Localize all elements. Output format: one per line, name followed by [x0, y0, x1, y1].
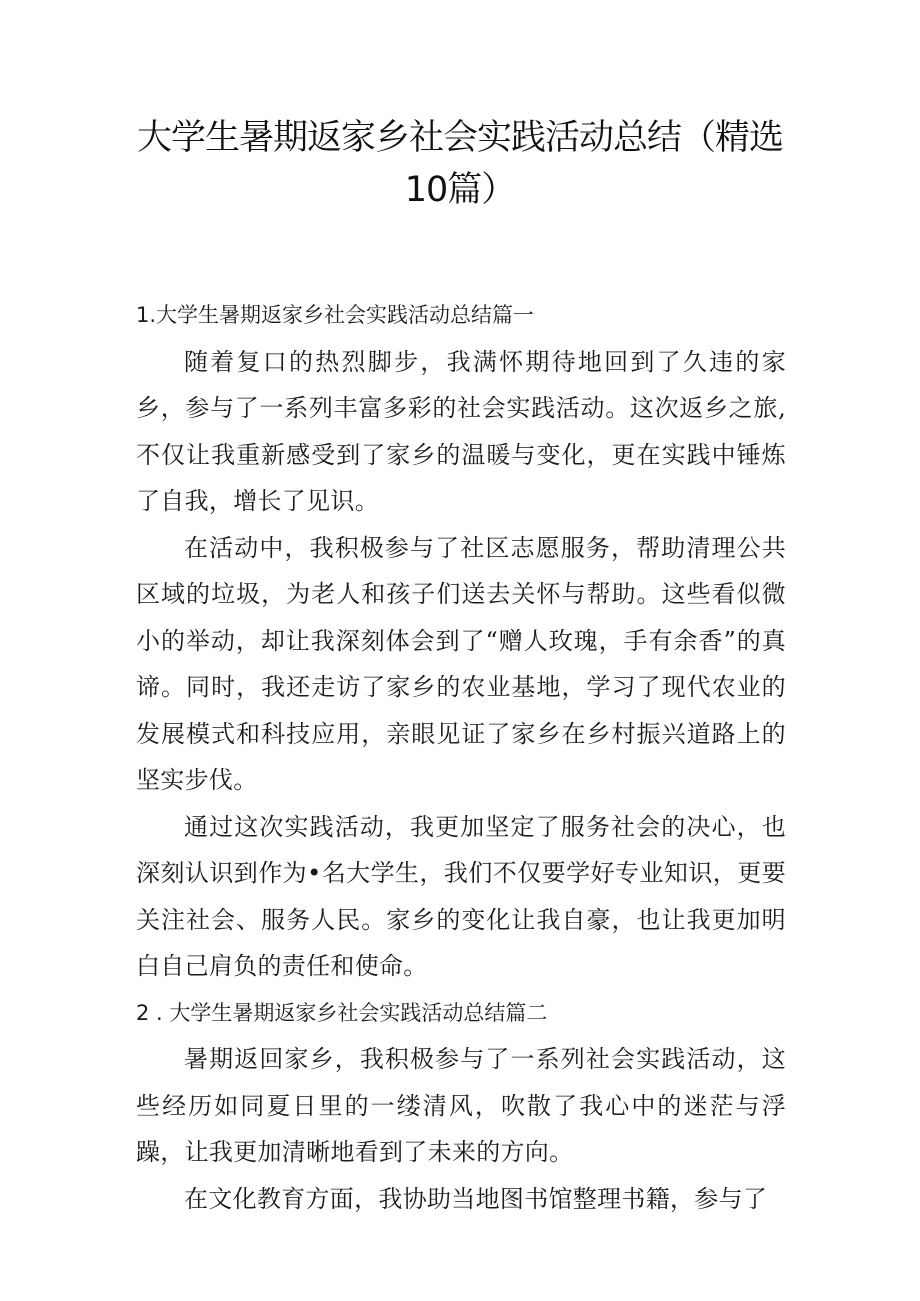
title-line-2: 10篇） [404, 170, 516, 210]
document-title [120, 112, 800, 216]
section-1-paragraph-1: 随着复口的热烈脚步，我满怀期待地回到了久违的家乡，参与了一系列丰富多彩的社会实践活动。这次返乡之旅,不仅让我重新感受到了家乡的温暖与变化，更在实践中锤炼了自我，增长了见识。 [136, 347, 786, 515]
document-body [136, 292, 786, 1222]
section-2-heading: 2 . 大学生暑期返家乡社会实践活动总结篇二 [136, 1000, 548, 1025]
title-line-1: 大学生暑期返家乡社会实践活动总结（精选 [136, 118, 783, 158]
section-2-paragraph-1: 暑期返回家乡，我积极参与了一系列社会实践活动，这些经历如同夏日里的一缕清风，吹散了我心中的迷茫与浮躁，让我更加清晰地看到了未来的方向。 [136, 1045, 786, 1166]
section-1-paragraph-2: 在活动中，我积极参与了社区志愿服务，帮助清理公共区域的垃圾，为老人和孩子们送去关怀与帮助。这些看似微小的举动，却让我深刻体会到了“赠人玫瑰，手有余香”的真谛。同时，我还走访了家乡的农业基地，学习了现代农业的发展模式和科技应用，亲眼见证了家乡在乡村振兴道路上的坚实步伐。 [136, 533, 786, 794]
section-1-paragraph-3: 通过这次实践活动，我更加坚定了服务社会的决心，也深刻认识到作为•名大学生，我们不仅要学好专业知识，更要关注社会、服务人民。家乡的变化让我自豪，也让我更加明白自己肩负的责任和使命。 [136, 812, 786, 980]
section-1-heading: 1.大学生暑期返家乡社会实践活动总结篇一 [136, 303, 535, 327]
section-2-paragraph-2: 在文化教育方面，我协助当地图书馆整理书籍，参与了 [184, 1184, 768, 1213]
